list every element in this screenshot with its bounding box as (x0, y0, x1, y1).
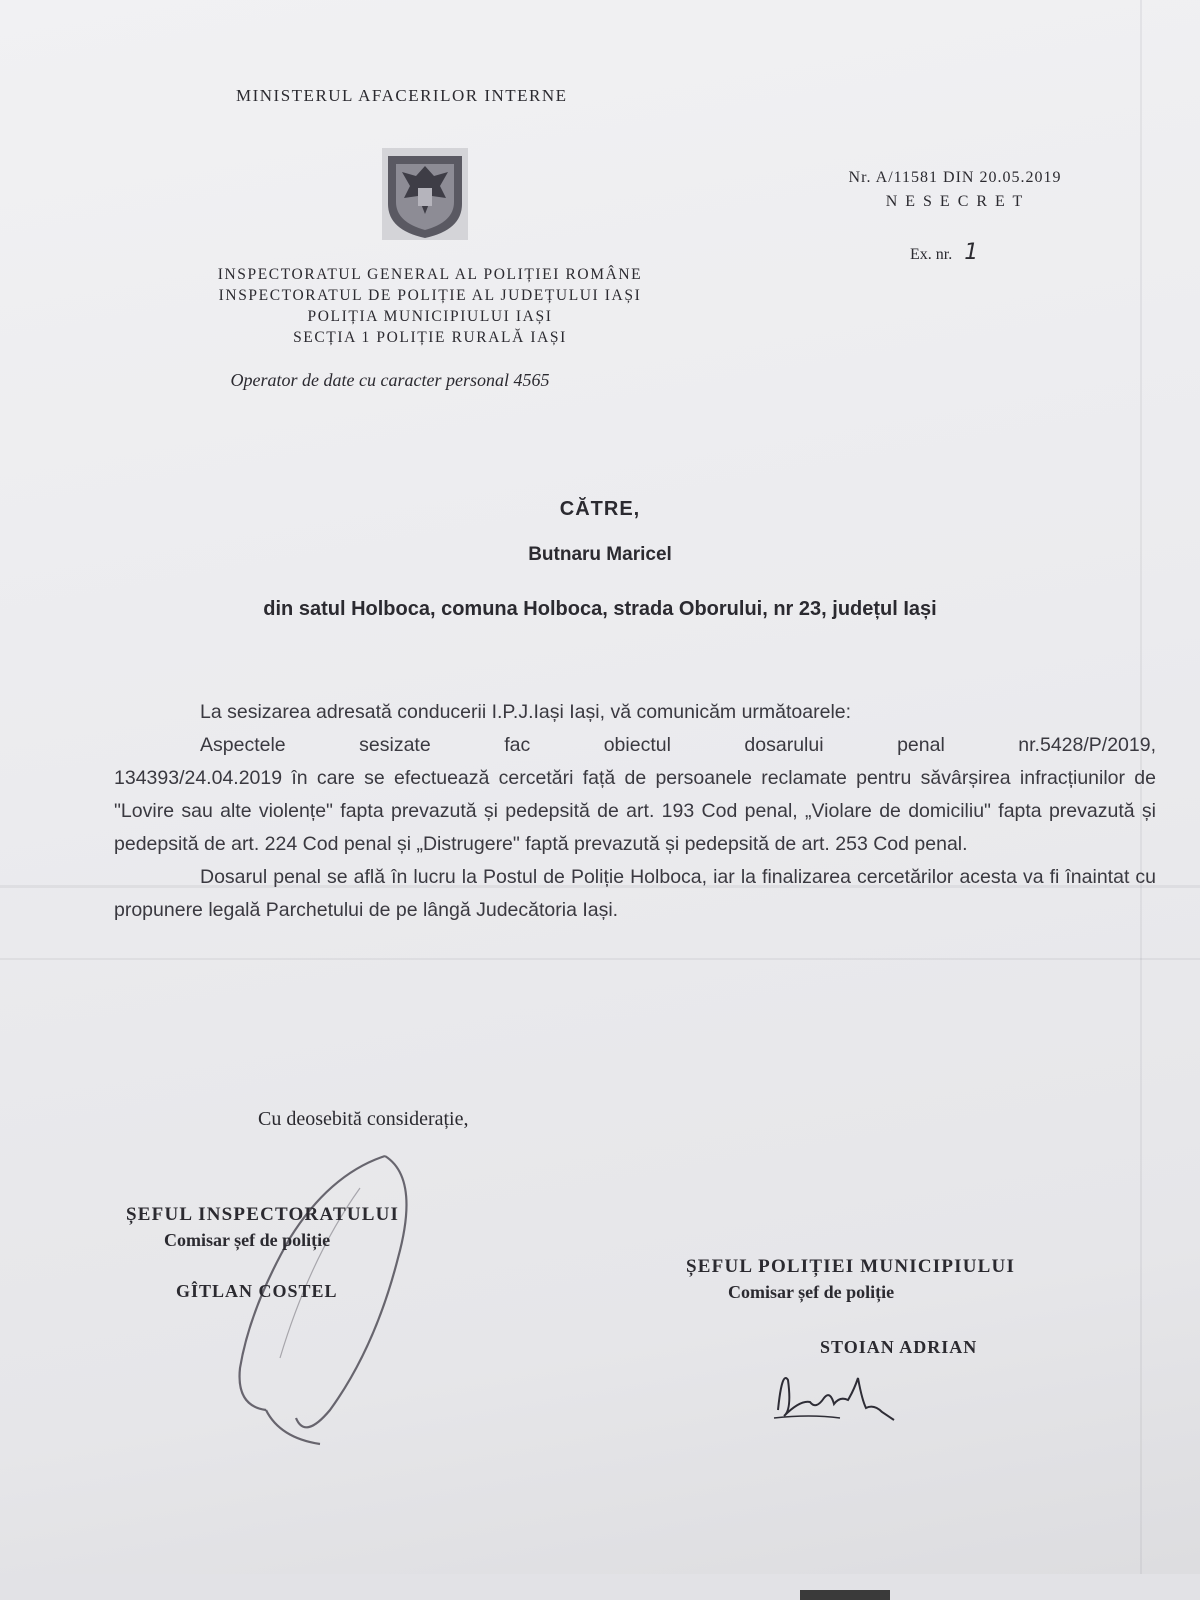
body-paragraph: La sesizarea adresată conducerii I.P.J.Iași Iași, vă comunicăm următoarele: (200, 701, 852, 723)
document-number: Nr. A/11581 DIN 20.05.2019 (848, 169, 1062, 186)
body-paragraph: Aspectele sesizate fac obiectul dosarului penal nr.5428/P/2019, (200, 734, 1156, 756)
signatory-name: STOIAN ADRIAN (820, 1337, 978, 1357)
copy-number-label: Ex. nr. (910, 246, 953, 263)
signatory-rank: Comisar șef de poliție (164, 1230, 331, 1250)
signature-block-right (686, 1256, 1116, 1358)
institution-heading (150, 264, 710, 348)
institution-line: SECȚIA 1 POLIȚIE RURALĂ IAȘI (293, 329, 567, 346)
signatory-title: ȘEFUL INSPECTORATULUI (126, 1204, 400, 1225)
copy-number-value: 1 (964, 240, 979, 265)
page-bottom-edge (0, 1574, 1200, 1600)
signatory-rank: Comisar șef de poliție (728, 1282, 895, 1302)
institution-line: INSPECTORATUL DE POLIȚIE AL JUDEȚULUI IAȘI (218, 287, 642, 304)
recipient-name: Butnaru Maricel (528, 544, 672, 565)
handwritten-signature-icon (770, 1360, 900, 1430)
institution-line: POLIȚIA MUNICIPIULUI IAȘI (307, 308, 553, 325)
signatory-title: ȘEFUL POLIȚIEI MUNICIPIULUI (686, 1256, 1016, 1277)
data-operator-note: Operator de date cu caracter personal 4565 (230, 370, 550, 390)
closing-salutation: Cu deosebită considerație, (258, 1108, 469, 1130)
addressee-label: CĂTRE, (559, 498, 641, 520)
body-paragraph: 134393/24.04.2019 în care se efectuează cercetări față de persoanele reclamate pentru săvârșirea infracțiunilor de "Lovire sau alte violențe" fapta prevazută și pedepsită de art. 193 Cod penal, „Violare de domiciliu" fapta prevazută și pedepsită de art. 224 Cod penal și „Distrugere" faptă prevazută și pedepsită de art. 253 Cod penal. (114, 767, 1156, 855)
document-reference (820, 166, 1090, 214)
signatory-name: GÎTLAN COSTEL (176, 1281, 338, 1301)
body-paragraph: Dosarul penal se află în lucru la Postul de Poliție Holboca, iar la finalizarea cercetărilor acesta va fi înaintat cu propunere legală Parchetului de pe lângă Judecătoria Iași. (114, 866, 1156, 921)
recipient-address: din satul Holboca, comuna Holboca, strada Oborului, nr 23, județul Iași (263, 598, 937, 620)
paper-fold-line (0, 958, 1200, 960)
institution-line: INSPECTORATUL GENERAL AL POLIȚIEI ROMÂNE (217, 266, 643, 283)
letter-body (114, 696, 1156, 927)
ministry-heading: MINISTERUL AFACERILOR INTERNE (236, 86, 568, 105)
romanian-coat-of-arms-icon (382, 148, 468, 240)
signature-block-left (126, 1204, 506, 1302)
copy-number (910, 240, 978, 265)
classification-label: N E S E C R E T (885, 193, 1025, 210)
